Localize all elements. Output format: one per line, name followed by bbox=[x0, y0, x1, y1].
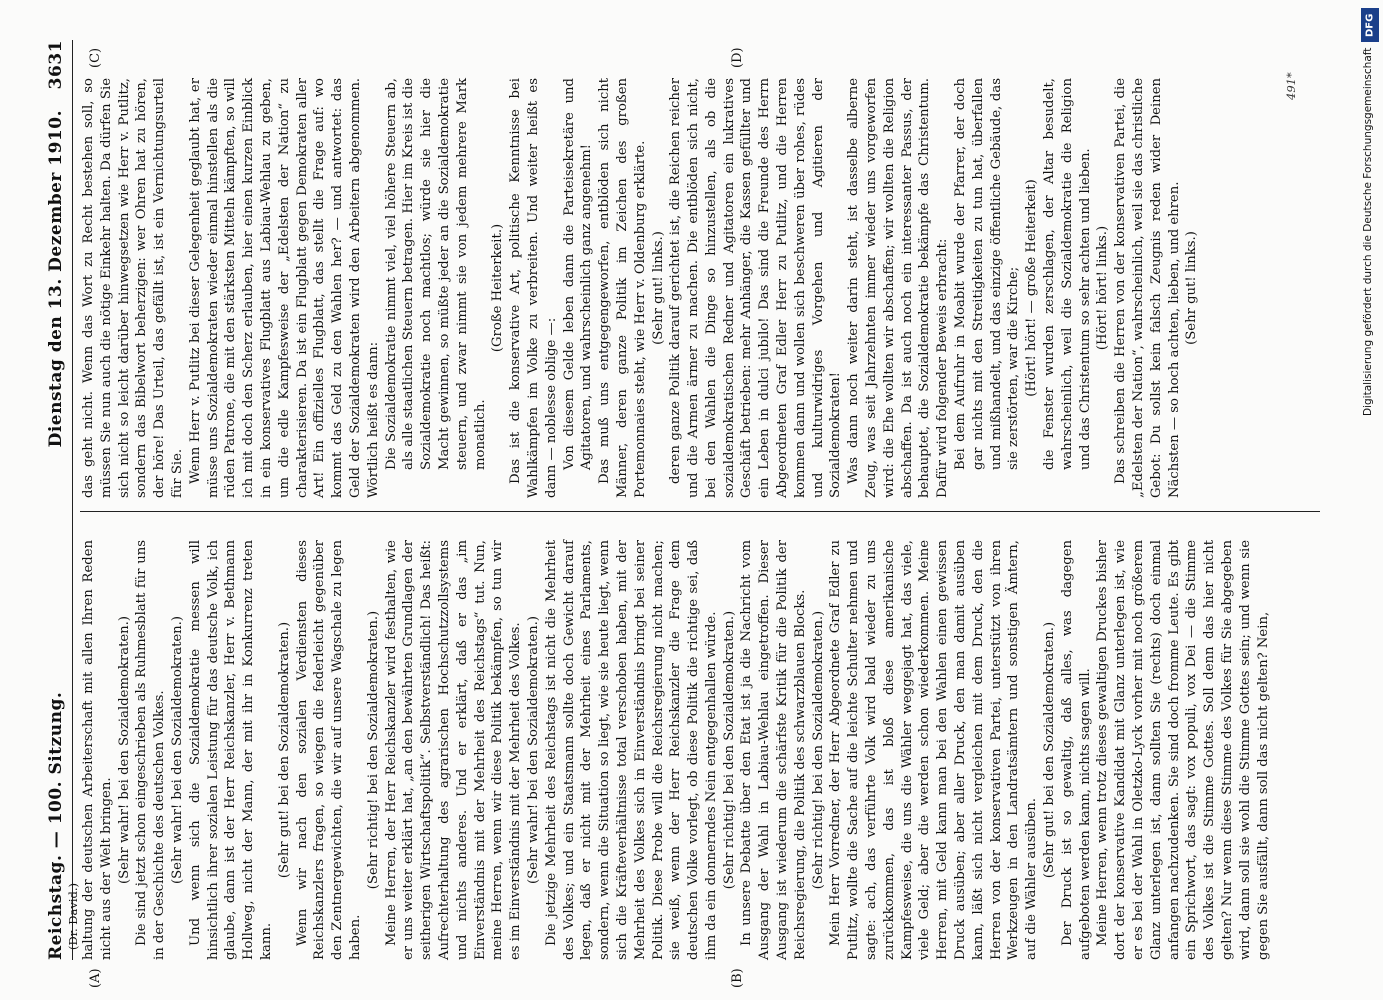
paragraph: Das schreiben die Herren von der konservativen Partei, die „Edelsten der Nation“, wahrscheinlich, weil sie das christliche Gebot: Du sollst kein falsch Zeugnis reden wider Deinen Nächsten — so hoch achten, lieben, und ehren. bbox=[1113, 78, 1182, 498]
interjection: (Sehr richtig! bei den Sozialdemokraten.) bbox=[365, 610, 381, 890]
paragraph: Von diesem Gelde leben dann die Parteisekretäre und Agitatoren, und wahrscheinlich ganz angenehm! bbox=[561, 78, 595, 470]
interjection: (Sehr wahr! bei den Sozialdemokraten.) bbox=[116, 616, 132, 884]
interjection: (Sehr gut! bei den Sozialdemokraten.) bbox=[1042, 621, 1058, 879]
page-header bbox=[46, 40, 73, 960]
margin-marker-a: (A) bbox=[88, 968, 103, 988]
header-date: Dienstag den 13. Dezember 1910. bbox=[46, 110, 66, 448]
interjection: (Hört! hört! — große Heiterkeit) bbox=[1024, 179, 1040, 397]
paragraph: Das muß uns entgegengeworfen, entblöden sich nicht Männer, deren ganze Politik im Zeichen des großen Portemonnaies steht, wie Herr v. Oldenburg erklärte. bbox=[597, 78, 648, 498]
dfg-credit-text: Digitalisierung gefördert durch die Deutsche Forschungsgemeinschaft bbox=[1362, 48, 1374, 417]
interjection: (Sehr gut! bei den Sozialdemokraten.) bbox=[276, 621, 292, 879]
paragraph: Wenn Herr v. Putlitz bei dieser Gelegenheit geglaubt hat, er müsse uns Sozialdemokraten wieder einmal hinstellen als die rüden Patrone, die mit den stärksten Mitteln kämpften, so will ich mit doch den Scherz erlauben, hier einen kurzen Einblick in ein konservatives Flugblatt aus Labiau-Wehlau zu geben, um die edle Kampfesweise der „Edelsten der Nation“ zu charakterisieren. Da ist ein Flugblatt gegen Demokraten aller Art! Ein offizielles Flugblatt, das stellt die Frage auf: wo kommt das Geld zu den Wahlen her? — und antwortet: das Geld der Sozialdemokraten wird den Arbeitern abgenommen. Wörtlich heißt es dann: bbox=[187, 78, 381, 498]
paragraph: Der Druck ist so gewaltig, daß alles, was dagegen aufgeboten werden kann, nichts sagen will. bbox=[1059, 540, 1093, 960]
interjection: (Sehr gut! links.) bbox=[1184, 231, 1200, 345]
column-left bbox=[80, 540, 1272, 960]
paragraph: das geht nicht. Wenn das Wort zu Recht bestehen soll, so müssen Sie nun auch die nötige Einkehr halten. Da dürfen Sie sich nicht so leicht darüber hinwegsetzen wie Herr v. Putlitz, sondern das Bibelwort beherzigen: wer Ohren hat zu hören, der höre! Das Urteil, das gefällt ist, ist ein Vernichtungsurteil für Sie. bbox=[81, 78, 185, 498]
interjection: (Große Heiterkeit.) bbox=[490, 223, 506, 353]
paragraph: Was dann noch weiter darin steht, ist dasselbe alberne Zeug, was seit Jahrzehnten immer wieder uns vorgeworfen wird: die Ehe wollten wir abschaffen; wir wollten die Religion abschaffen. Da ist auch noch ein interessanter Passus, der behauptet, die Sozialdemokratie bekämpfe das Christentum. Dafür wird folgender Beweis erbracht: bbox=[846, 78, 951, 498]
paragraph: Mein Herr Vorredner, der Herr Abgeordnete Graf Edler zu Putlitz, wollte die Sache auf die leichte Schulter nehmen und sagte: ach, das verführte Volk wird bald wieder zu uns zurückkommen, das ist bloß diese amerikanische Kampfesweise, die uns die Wähler weggejagt hat, das viele, viele Geld; aber die werden schon wiederkommen. Meine Herren, mit Geld kann man bei den Wahlen einen gewissen Druck ausüben; aber aller Druck, den man damit ausüben kann, läßt sich nicht vergleichen mit dem Druck, den die Herren von der konservativen Partei, unterstützt von ihren Werkzeugen in den Landratsämtern und sonstigen Ämtern, auf die Wähler ausüben. bbox=[828, 540, 1040, 960]
column-divider bbox=[80, 511, 1320, 512]
paragraph: Meine Herren, wenn trotz dieses gewaltigen Druckes bisher dort der konservative Kandidat mit Glanz unterlegen ist, wie er es bei der Wahl in Oletzko-Lyck vorher mit noch größerem Glanz unterlegen ist, dann sollten Sie (rechts) doch einmal anfangen nachzudenken. Sie sind doch fromme Leute. Es gibt ein Sprichwort, das sagt: vox populi, vox Dei — die Stimme des Volkes ist die Stimme Gottes. Soll denn das hier nicht gelten? Nur wenn diese Stimme des Volkes für Sie abgegeben wird, dann soll sie wohl die Stimme Gottes sein; und wenn sie gegen Sie ausfällt, dann soll das nicht gelten? Nein, bbox=[1095, 540, 1271, 960]
paragraph: Meine Herren, der Herr Reichskanzler wird festhalten, wie er uns weiter erklärt hat, „an den bewährten Grundlagen der seitherigen Wirtschaftspolitik“. Selbstverständlich! Das heißt: Aufrechterhaltung des agrarischen Hochschutzzollsystems und nichts anderes. Und er erklärt, daß er das „im Einverständnis mit der Mehrheit des Reichstags“ tut. Nun, meine Herren, wenn wir diese Politik bekämpfen, so tun wir es im Einverständnis mit der Mehrheit des Volkes. bbox=[383, 540, 524, 960]
dfg-logo: DFG bbox=[1361, 8, 1379, 42]
paragraph: deren ganze Politik darauf gerichtet ist, die Reichen reicher und die Armen ärmer zu machen. Die entblöden sich nicht, bei den Wahlen die Dinge so hinzustellen, als ob die sozialdemokratischen Redner und Agitatoren ein lukratives Geschäft betrieben: mehr Anhänger, die Kassen gefüllter und ein Leben in dulci jubilo! Das sind die Freunde des Herrn Abgeordneten Graf Edler Herr zu Putlitz, und die Herren kommen dann und wollen sich beschweren über rohes, rüdes und kulturwidriges Vorgehen und Agitieren der Sozialdemokraten! bbox=[668, 78, 844, 498]
paragraph: In unsere Debatte über den Etat ist ja die Nachricht vom Ausgang der Wahl in Labiau-Wehlau eingetroffen. Dieser Ausgang ist wiederum die schärfste Kritik für die Politik der Reichsregierung, die Politik des schwarzblauen Blocks. bbox=[739, 540, 808, 960]
paragraph: Die jetzige Mehrheit des Reichstags ist nicht die Mehrheit des Volkes; und ein Staatsmann sollte doch Gewicht darauf legen, daß er nicht mit der Mehrheit eines Parlaments, sondern, wenn die Situation so liegt, wie sie heute liegt, wenn sich die Kräfteverhältnisse total verschoben haben, mit der Mehrheit des Volkes sich in Einverständnis bringt bei seiner Politik. Diese Probe will die Reichsregierung nicht machen; sie weiß, wenn der Herr Reichskanzler die Frage dem deutschen Volke vorlegt, ob diese Politik die richtige sei, daß ihm da ein donnerndes Nein entgegenhallen würde. bbox=[543, 540, 719, 960]
paragraph: Wenn wir nach den sozialen Verdiensten dieses Reichskanzlers fragen, so wiegen die federleicht gegenüber den Zentnergewichten, die wir auf unsere Wagschale zu legen haben. bbox=[294, 540, 363, 960]
footer-signature: 491* bbox=[1284, 72, 1298, 100]
paragraph: Das ist die konservative Art, politische Kenntnisse bei Wahlkämpfen im Volke zu verbreiten. Und weiter heißt es dann — noblesse oblige —: bbox=[508, 78, 559, 498]
interjection: (Sehr wahr! bei den Sozialdemokraten.) bbox=[169, 616, 185, 884]
margin-marker-c: (C) bbox=[88, 47, 103, 68]
header-left: Reichstag. — 100. Sitzung. bbox=[46, 691, 66, 960]
page-number: 3631 bbox=[46, 40, 66, 90]
interjection: (Hört! hört! links.) bbox=[1095, 225, 1111, 351]
paragraph: Bei dem Aufruhr in Moabit wurde der Pfarrer, der doch gar nichts mit den Streitigkeiten zu tun hat, überfallen und mißhandelt, und das einzige öffentliche Gebäude, das sie zerstörten, war die Kirche; bbox=[953, 78, 1022, 470]
column-right bbox=[80, 78, 1201, 498]
interjection: (Sehr gut! links.) bbox=[650, 231, 666, 345]
paragraph: Die Sozialdemokratie nimmt viel, viel höhere Steuern ab, als alle staatlichen Steuern betragen. Hier im Kreis ist die Sozialdemokratie noch machtlos; würde sie hier die Macht gewinnen, so müßte jeder an die Sozialdemokratie steuern, und zwar nimmt sie von jedem mehrere Mark monatlich. bbox=[383, 78, 488, 470]
paragraph: haltung der deutschen Arbeiterschaft mit allen Ihren Reden nicht aus der Welt bringen. bbox=[81, 540, 114, 960]
margin-marker-d: (D) bbox=[730, 47, 745, 68]
interjection: (Sehr richtig! bei den Sozialdemokraten.) bbox=[810, 610, 826, 890]
speaker-label: (Dr. David.) bbox=[66, 882, 80, 950]
interjection: (Sehr richtig! bei den Sozialdemokraten.) bbox=[721, 610, 737, 890]
margin-marker-b: (B) bbox=[730, 968, 745, 988]
paragraph: Die sind jetzt schon eingeschrieben als Ruhmesblatt für uns in der Geschichte des deutschen Volkes. bbox=[134, 540, 168, 960]
interjection: (Sehr wahr! bei den Sozialdemokraten.) bbox=[525, 616, 541, 884]
paragraph: Und wenn sich die Sozialdemokratie messen will hinsichtlich ihrer sozialen Leistung für das deutsche Volk, ich glaube, dann ist der Herr Reichskanzler, Herr v. Bethmann Hollweg, nicht der Mann, der mit ihr in Konkurrenz treten kann. bbox=[187, 540, 274, 960]
rotated-page-content bbox=[40, 40, 1320, 988]
paragraph: die Fenster wurden zerschlagen, der Altar besudelt, wahrscheinlich, weil die Sozialdemokratie die Religion und das Christentum so sehr achten und lieben. bbox=[1042, 78, 1093, 470]
